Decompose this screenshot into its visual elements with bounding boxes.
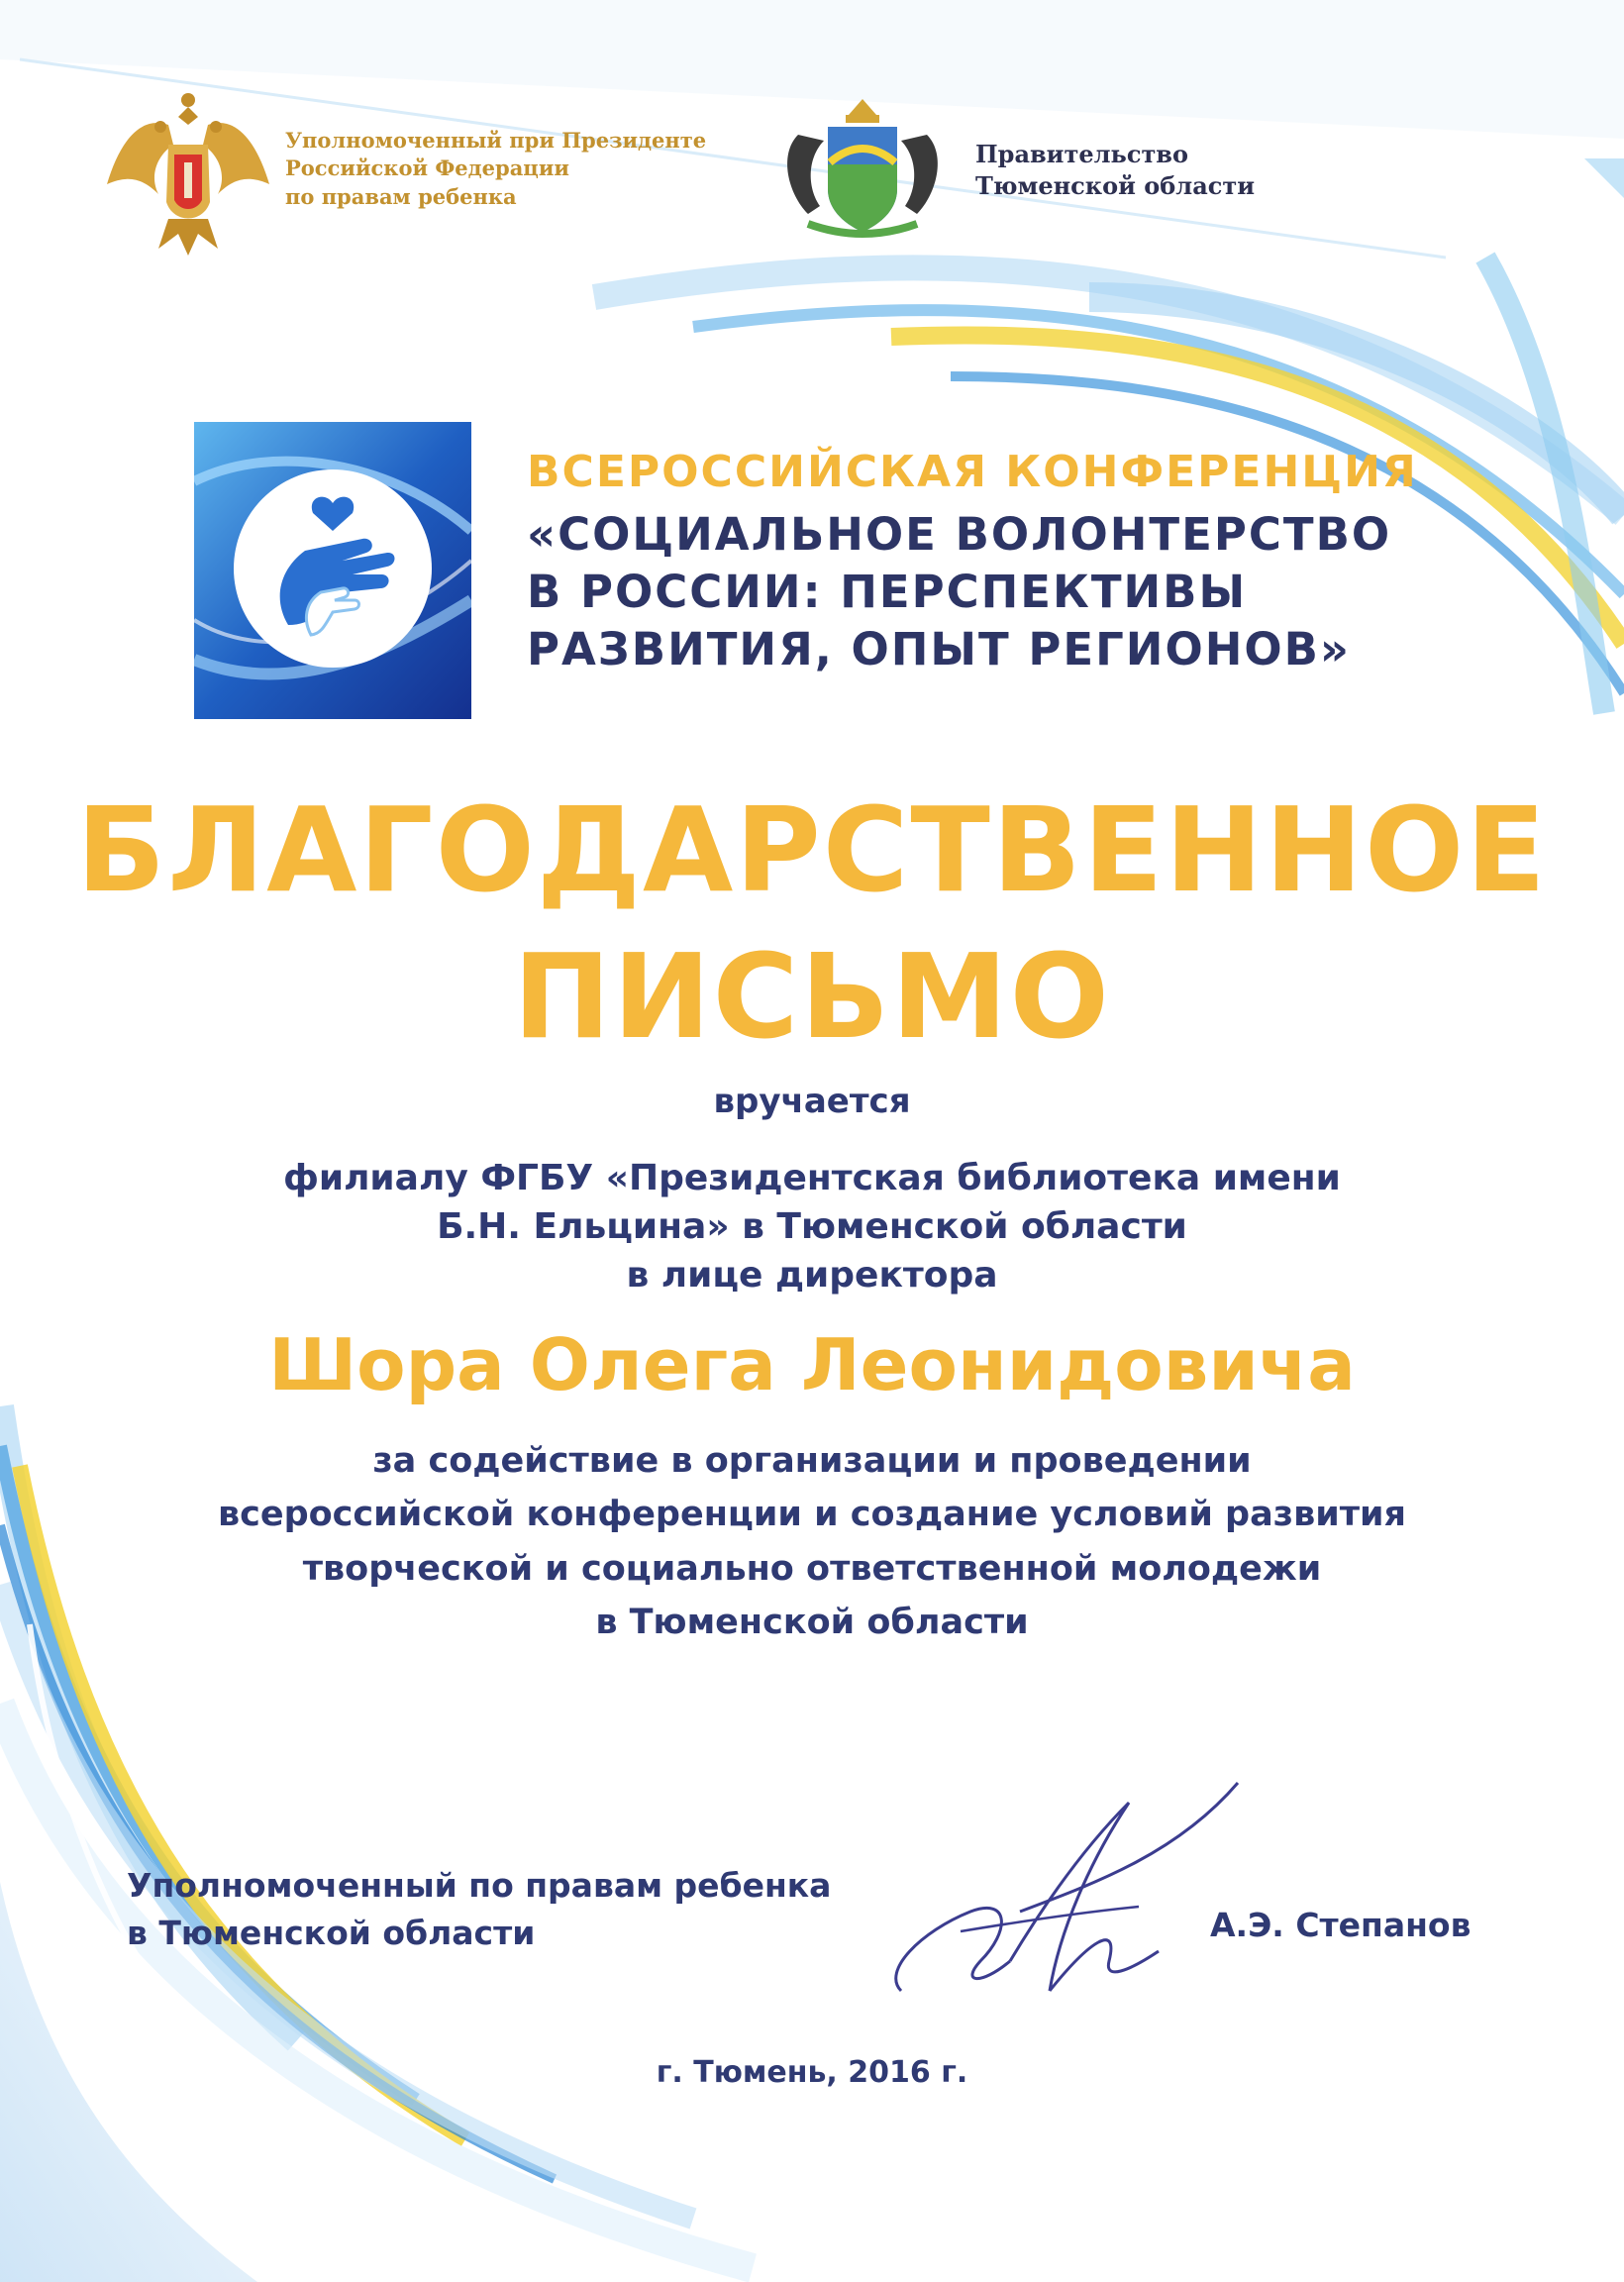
recipient-line-3: в лице директора xyxy=(626,1254,998,1296)
footer-place-date: г. Тюмень, 2016 г. xyxy=(656,2055,968,2090)
conference-title-line-2: В РОССИИ: ПЕРСПЕКТИВЫ xyxy=(527,565,1248,618)
recipient-line-2: Б.Н. Ельцина» в Тюменской области xyxy=(437,1205,1187,1247)
conference-label: ВСЕРОССИЙСКАЯ КОНФЕРЕНЦИЯ xyxy=(527,447,1418,497)
letter-title xyxy=(0,778,1624,1070)
conference-title-line-3: РАЗВИТИЯ, ОПЫТ РЕГИОНОВ» xyxy=(527,622,1352,675)
signer-name: А.Э. Степанов xyxy=(1210,1906,1472,1944)
conference-title-line-1: «СОЦИАЛЬНОЕ ВОЛОНТЕРСТВО xyxy=(527,508,1392,562)
reason-line-1: за содействие в организации и проведении xyxy=(372,1441,1252,1481)
government-line-2: Тюменской области xyxy=(975,171,1256,201)
tyumen-coat-of-arms xyxy=(768,95,957,244)
reason-line-3: творческой и социально ответственной молодежи xyxy=(302,1548,1322,1589)
signer-title-line-2: в Тюменской области xyxy=(127,1913,536,1952)
letter-title-line-1: БЛАГОДАРСТВЕННОЕ xyxy=(76,781,1548,918)
recipient-line-1: филиалу ФГБУ «Президентская библиотека имени xyxy=(283,1158,1341,1198)
double-headed-eagle-emblem xyxy=(99,85,277,263)
handwritten-signature xyxy=(862,1763,1277,2021)
recipient-text xyxy=(0,1155,1624,1300)
ombudsman-line-2: Российской Федерации xyxy=(285,156,569,181)
government-line-1: Правительство xyxy=(975,140,1188,168)
reason-line-4: в Тюменской области xyxy=(595,1602,1029,1642)
reason-line-2: всероссийской конференции и создание условий развития xyxy=(217,1495,1407,1535)
signer-title xyxy=(127,1862,831,1957)
ombudsman-header-text xyxy=(285,127,706,211)
government-header-text xyxy=(975,139,1255,203)
ombudsman-line-3: по правам ребенка xyxy=(285,183,517,209)
heart-hands-logo xyxy=(194,422,471,719)
awarded-text: вручается xyxy=(713,1082,911,1121)
letter-title-line-2: ПИСЬМО xyxy=(513,927,1111,1065)
signer-title-line-1: Уполномоченный по правам ребенка xyxy=(127,1866,832,1905)
conference-block xyxy=(527,449,1537,677)
conference-title xyxy=(527,506,1537,677)
person-name: Шора Олега Леонидовича xyxy=(268,1323,1356,1406)
reason-text xyxy=(0,1434,1624,1649)
ombudsman-line-1: Уполномоченный при Президенте xyxy=(285,128,707,153)
